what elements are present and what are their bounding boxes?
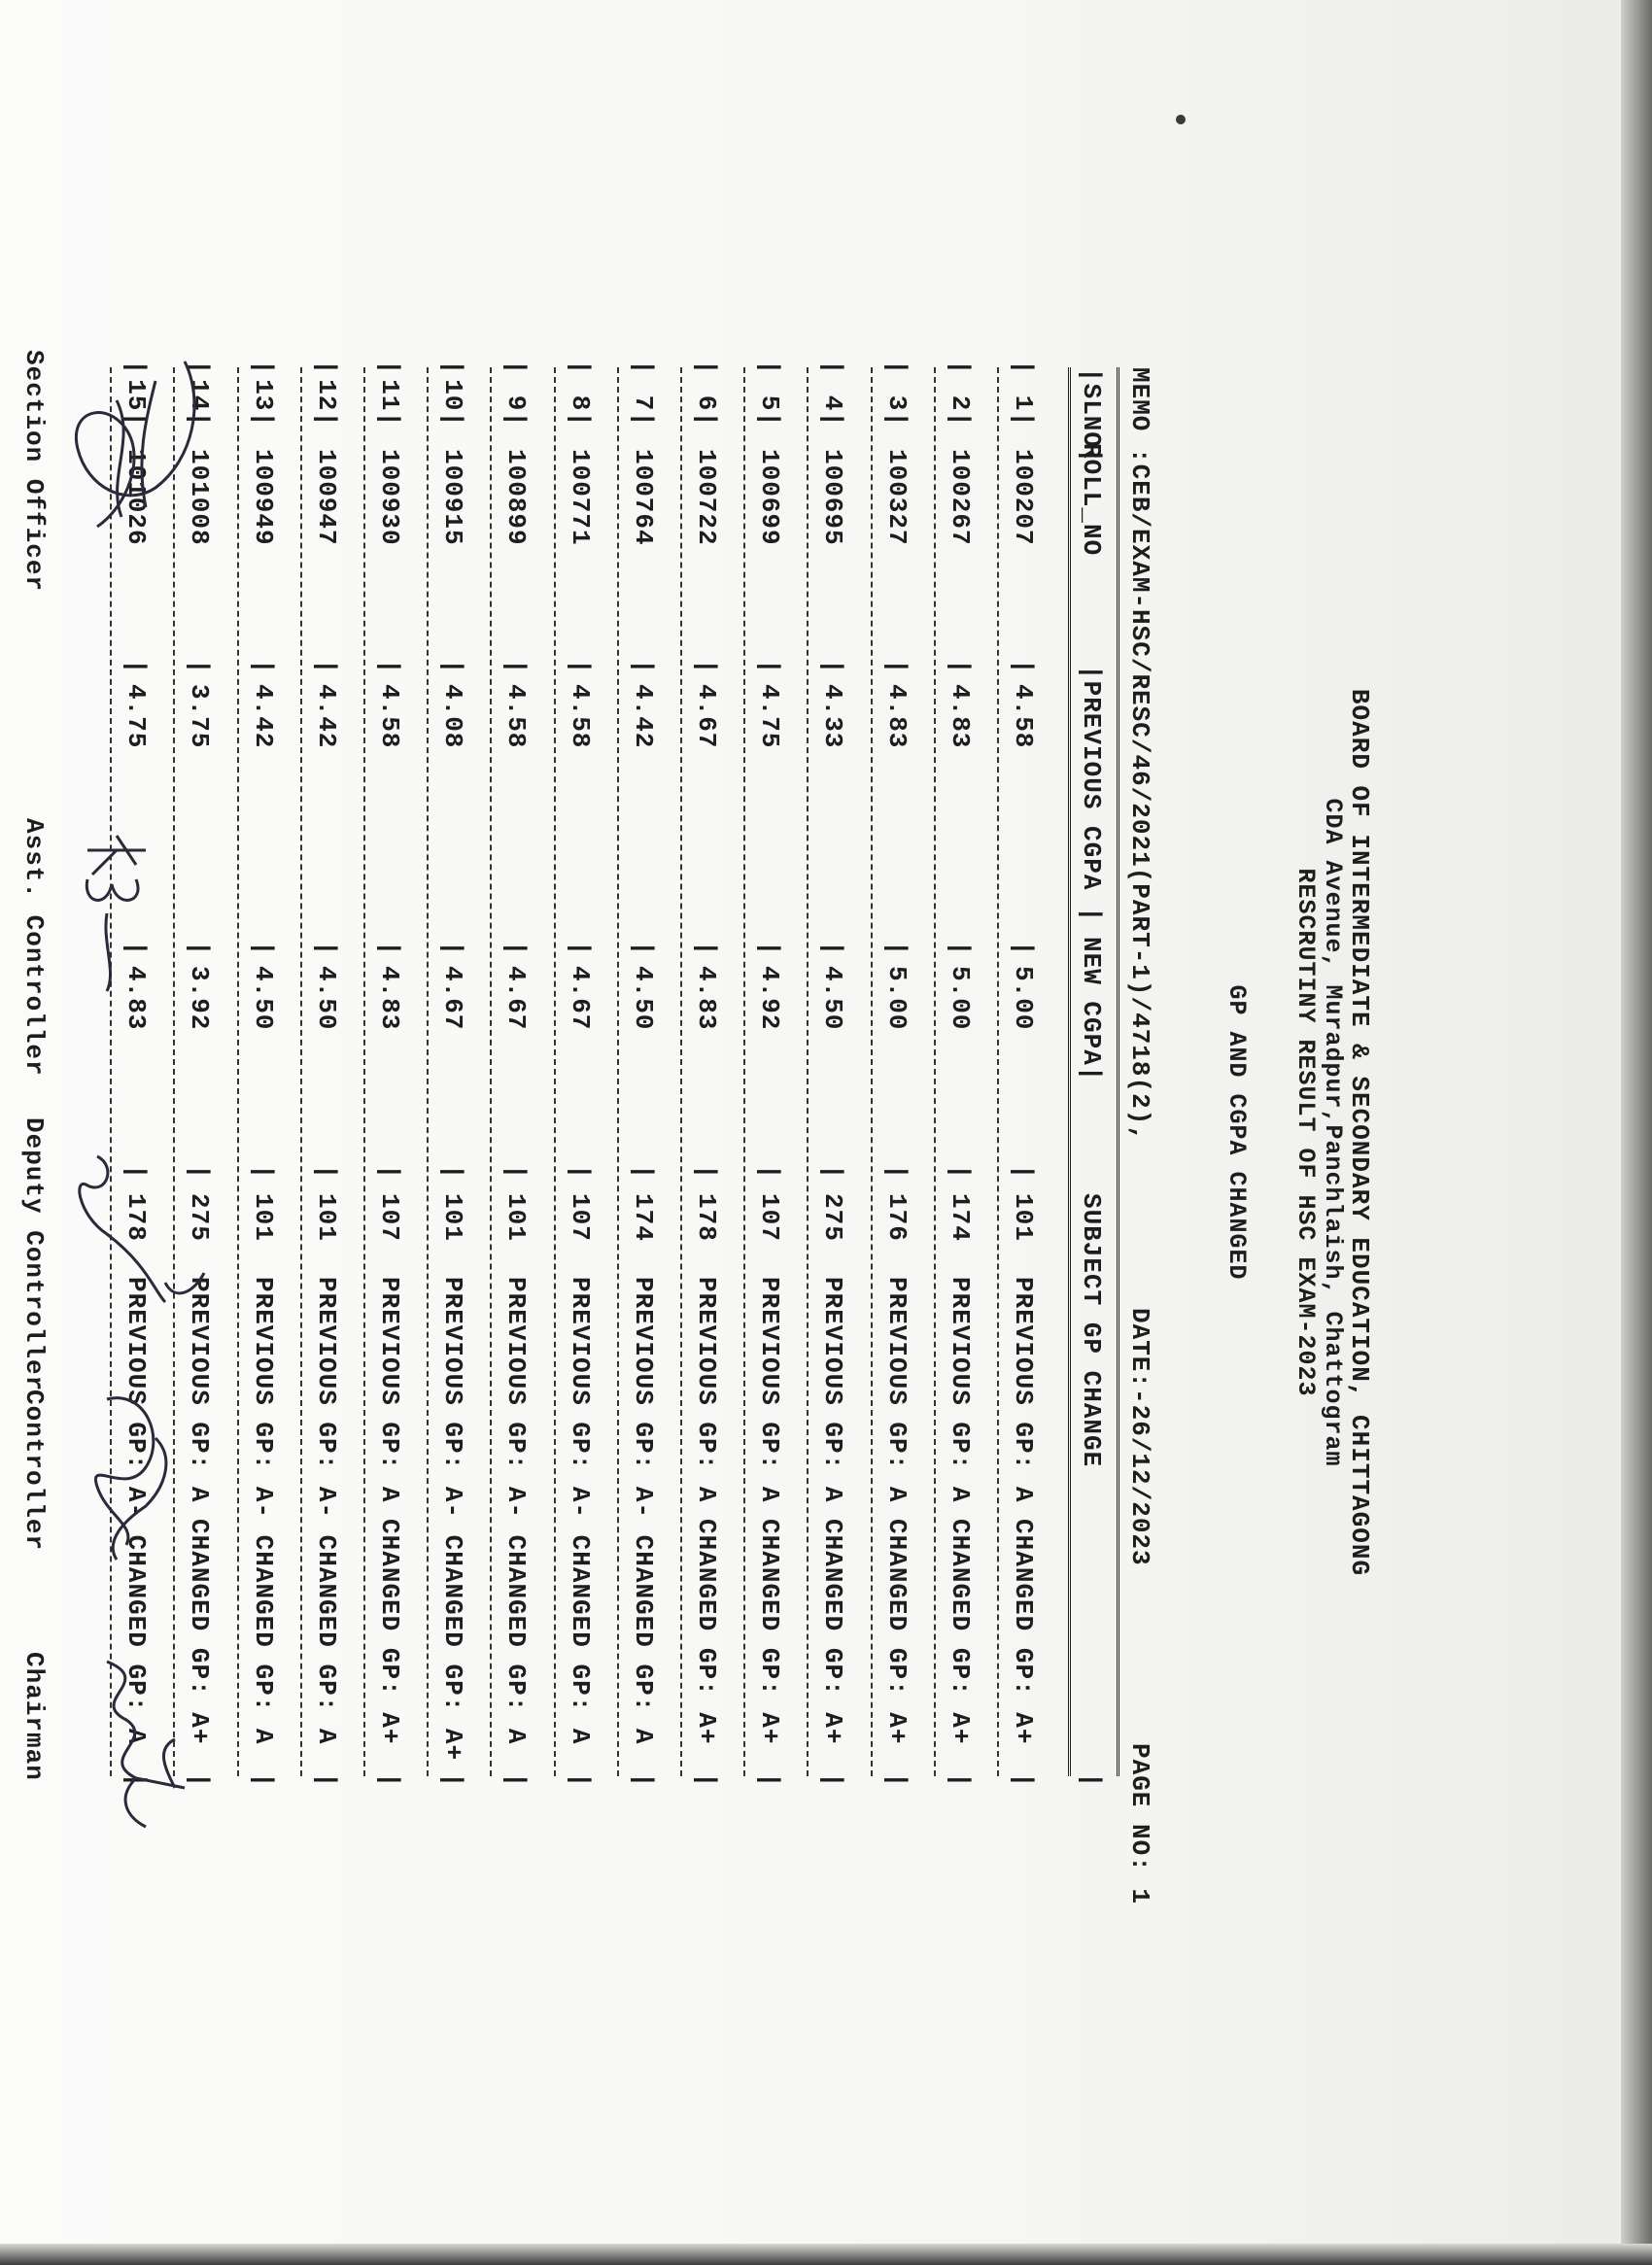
row-bar: | bbox=[755, 360, 784, 376]
row-bar: | bbox=[312, 659, 341, 675]
table-row bbox=[878, 360, 912, 1789]
row-divider bbox=[554, 367, 556, 1776]
row-bar: | bbox=[882, 360, 912, 376]
row-bar: | bbox=[629, 360, 658, 376]
row-bar: | bbox=[882, 941, 912, 957]
row-roll-number: 100764 bbox=[629, 449, 658, 546]
row-bar: | bbox=[692, 659, 721, 675]
row-roll-number: 100695 bbox=[818, 449, 847, 546]
asst-controller-signature bbox=[68, 826, 175, 1001]
row-new-cgpa: 4.67 bbox=[566, 966, 595, 1031]
row-bar: | bbox=[629, 1164, 658, 1181]
row-bar: | bbox=[629, 1772, 658, 1789]
row-bar: | bbox=[818, 360, 847, 376]
row-bar: | bbox=[692, 1772, 721, 1789]
row-previous-cgpa: 4.42 bbox=[249, 684, 278, 749]
row-bar: | bbox=[1009, 1164, 1038, 1181]
row-bar: | bbox=[946, 659, 975, 675]
row-roll-number: 100915 bbox=[438, 449, 467, 546]
memo-number: MEMO :CEB/EXAM-HSC/RESC/46/2021(PART-1)/4718(2), bbox=[1125, 367, 1154, 1142]
header-new-cgpa: NEW CGPA| bbox=[1077, 937, 1106, 1082]
row-bar: | bbox=[566, 941, 595, 957]
row-subject-code: 107 bbox=[375, 1193, 404, 1242]
row-serial-number: 14| bbox=[185, 379, 214, 428]
row-gp-change: PREVIOUS GP: A- CHANGED GP: A bbox=[629, 1277, 658, 1745]
row-new-cgpa: 4.83 bbox=[692, 966, 721, 1031]
board-address: CDA Avenue, Muradpur,Panchlaish, Chattogram bbox=[1319, 798, 1347, 1467]
row-new-cgpa: 4.83 bbox=[375, 966, 404, 1031]
row-serial-number: 12| bbox=[312, 379, 341, 428]
row-divider bbox=[617, 367, 619, 1776]
row-previous-cgpa: 4.58 bbox=[566, 684, 595, 749]
row-bar: | bbox=[185, 659, 214, 675]
row-bar: | bbox=[312, 360, 341, 376]
row-gp-change: PREVIOUS GP: A CHANGED GP: A+ bbox=[692, 1277, 721, 1745]
row-bar: | bbox=[501, 1164, 531, 1181]
row-gp-change: PREVIOUS GP: A CHANGED GP: A+ bbox=[375, 1277, 404, 1745]
row-subject-code: 275 bbox=[185, 1193, 214, 1242]
row-bar: | bbox=[946, 360, 975, 376]
row-bar: | bbox=[438, 360, 467, 376]
row-bar: | bbox=[185, 1164, 214, 1181]
row-gp-change: PREVIOUS GP: A- CHANGED GP: A bbox=[121, 1277, 151, 1745]
row-divider bbox=[237, 367, 239, 1776]
row-previous-cgpa: 4.58 bbox=[375, 684, 404, 749]
table-top-rule bbox=[1117, 367, 1119, 1776]
row-previous-cgpa: 4.75 bbox=[121, 684, 151, 749]
chairman-signature bbox=[49, 1642, 214, 1836]
row-bar: | bbox=[249, 360, 278, 376]
row-previous-cgpa: 4.67 bbox=[692, 684, 721, 749]
row-serial-number: 13| bbox=[249, 379, 278, 428]
row-serial-number: 10| bbox=[438, 379, 467, 428]
row-roll-number: 100207 bbox=[1009, 449, 1038, 546]
row-bar: | bbox=[818, 941, 847, 957]
row-previous-cgpa: 4.83 bbox=[882, 684, 912, 749]
controller-signature bbox=[58, 1380, 204, 1574]
row-gp-change: PREVIOUS GP: A CHANGED GP: A+ bbox=[818, 1277, 847, 1745]
table-row bbox=[562, 360, 595, 1789]
row-bar: | bbox=[312, 1772, 341, 1789]
row-divider bbox=[490, 367, 492, 1776]
row-gp-change: PREVIOUS GP: A- CHANGED GP: A bbox=[249, 1277, 278, 1745]
row-roll-number: 100949 bbox=[249, 449, 278, 546]
row-bar: | bbox=[818, 1772, 847, 1789]
row-roll-number: 100327 bbox=[882, 449, 912, 546]
row-bar: | bbox=[882, 1772, 912, 1789]
row-bar: | bbox=[438, 1164, 467, 1181]
row-new-cgpa: 5.00 bbox=[946, 966, 975, 1031]
row-new-cgpa: 4.67 bbox=[438, 966, 467, 1031]
row-subject-code: 107 bbox=[566, 1193, 595, 1242]
row-bar: | bbox=[1009, 1772, 1038, 1789]
header-end-bar: | bbox=[1077, 1772, 1106, 1789]
row-roll-number: 100722 bbox=[692, 449, 721, 546]
deputy-controller-signature bbox=[58, 1127, 224, 1321]
row-serial-number: 7| bbox=[629, 395, 658, 428]
row-serial-number: 6| bbox=[692, 395, 721, 428]
row-gp-change: PREVIOUS GP: A- CHANGED GP: A bbox=[566, 1277, 595, 1745]
row-bar: | bbox=[185, 941, 214, 957]
row-bar: | bbox=[185, 360, 214, 376]
row-bar: | bbox=[312, 1164, 341, 1181]
row-roll-number: 100699 bbox=[755, 449, 784, 546]
row-bar: | bbox=[249, 941, 278, 957]
row-gp-change: PREVIOUS GP: A CHANGED GP: A+ bbox=[1009, 1277, 1038, 1745]
memo-date: DATE:-26/12/2023 bbox=[1125, 1308, 1154, 1566]
table-row bbox=[498, 360, 531, 1789]
row-bar: | bbox=[438, 941, 467, 957]
table-row bbox=[942, 360, 975, 1789]
row-bar: | bbox=[185, 1772, 214, 1789]
row-serial-number: 15| bbox=[121, 379, 151, 428]
row-bar: | bbox=[249, 1164, 278, 1181]
row-subject-code: 101 bbox=[249, 1193, 278, 1242]
row-bar: | bbox=[249, 1772, 278, 1789]
row-previous-cgpa: 3.75 bbox=[185, 684, 214, 749]
row-new-cgpa: 4.67 bbox=[501, 966, 531, 1031]
row-bar: | bbox=[946, 1164, 975, 1181]
table-row bbox=[245, 360, 278, 1789]
row-bar: | bbox=[438, 1772, 467, 1789]
row-roll-number: 100930 bbox=[375, 449, 404, 546]
header-slno: |SLNO| bbox=[1077, 367, 1106, 464]
row-serial-number: 8| bbox=[566, 395, 595, 428]
row-divider bbox=[363, 367, 365, 1776]
row-new-cgpa: 4.50 bbox=[312, 966, 341, 1031]
deputy-controller-label: Deputy Controller bbox=[19, 1117, 49, 1392]
row-bar: | bbox=[438, 659, 467, 675]
row-divider bbox=[300, 367, 302, 1776]
row-bar: | bbox=[818, 1164, 847, 1181]
row-bar: | bbox=[375, 1164, 404, 1181]
row-divider bbox=[997, 367, 999, 1776]
row-bar: | bbox=[375, 360, 404, 376]
row-bar: | bbox=[1009, 360, 1038, 376]
row-subject-code: 174 bbox=[629, 1193, 658, 1242]
row-bar: | bbox=[566, 360, 595, 376]
row-roll-number: 100947 bbox=[312, 449, 341, 546]
row-subject-code: 174 bbox=[946, 1193, 975, 1242]
board-title: BOARD OF INTERMEDIATE & SECONDARY EDUCATION, CHITTAGONG bbox=[1345, 688, 1374, 1577]
row-bar: | bbox=[375, 1772, 404, 1789]
row-bar: | bbox=[501, 659, 531, 675]
row-bar: | bbox=[121, 1164, 151, 1181]
row-gp-change: PREVIOUS GP: A CHANGED GP: A+ bbox=[946, 1277, 975, 1745]
row-previous-cgpa: 4.75 bbox=[755, 684, 784, 749]
row-bar: | bbox=[375, 941, 404, 957]
row-gp-change: PREVIOUS GP: A CHANGED GP: A+ bbox=[882, 1277, 912, 1745]
result-title: RESCRUTINY RESULT OF HSC EXAM-2023 bbox=[1291, 868, 1320, 1397]
row-divider bbox=[743, 367, 745, 1776]
row-roll-number: 101008 bbox=[185, 449, 214, 546]
row-new-cgpa: 4.50 bbox=[249, 966, 278, 1031]
row-previous-cgpa: 4.42 bbox=[629, 684, 658, 749]
row-subject-code: 101 bbox=[501, 1193, 531, 1242]
row-bar: | bbox=[946, 941, 975, 957]
row-bar: | bbox=[692, 360, 721, 376]
row-previous-cgpa: 4.83 bbox=[946, 684, 975, 749]
table-row bbox=[688, 360, 721, 1789]
row-bar: | bbox=[501, 360, 531, 376]
table-row bbox=[371, 360, 404, 1789]
row-roll-number: 100267 bbox=[946, 449, 975, 546]
row-bar: | bbox=[755, 1164, 784, 1181]
row-bar: | bbox=[692, 941, 721, 957]
table-row bbox=[751, 360, 784, 1789]
row-gp-change: PREVIOUS GP: A- CHANGED GP: A bbox=[312, 1277, 341, 1745]
table-row bbox=[814, 360, 847, 1789]
row-bar: | bbox=[566, 1164, 595, 1181]
row-previous-cgpa: 4.58 bbox=[1009, 684, 1038, 749]
row-bar: | bbox=[375, 659, 404, 675]
table-row bbox=[434, 360, 467, 1789]
row-bar: | bbox=[501, 941, 531, 957]
row-subject-code: 101 bbox=[1009, 1193, 1038, 1242]
table-row bbox=[308, 360, 341, 1789]
row-new-cgpa: 5.00 bbox=[882, 966, 912, 1031]
row-serial-number: 4| bbox=[818, 395, 847, 428]
row-previous-cgpa: 4.33 bbox=[818, 684, 847, 749]
row-subject-code: 107 bbox=[755, 1193, 784, 1242]
row-subject-code: 176 bbox=[882, 1193, 912, 1242]
row-new-cgpa: 4.92 bbox=[755, 966, 784, 1031]
row-bar: | bbox=[121, 659, 151, 675]
row-roll-number: 100771 bbox=[566, 449, 595, 546]
row-new-cgpa: 4.50 bbox=[629, 966, 658, 1031]
chairman-label: Chairman bbox=[19, 1652, 49, 1781]
page-number: PAGE NO: 1 bbox=[1125, 1743, 1154, 1905]
row-bar: | bbox=[882, 659, 912, 675]
row-serial-number: 11| bbox=[375, 379, 404, 428]
table-header-rule bbox=[1068, 367, 1071, 1776]
table-header bbox=[1075, 367, 1106, 1789]
row-subject-code: 275 bbox=[818, 1193, 847, 1242]
row-serial-number: 2| bbox=[946, 395, 975, 428]
asst-controller-label: Asst. Controller bbox=[19, 818, 49, 1077]
row-serial-number: 5| bbox=[755, 395, 784, 428]
row-bar: | bbox=[1009, 659, 1038, 675]
row-bar: | bbox=[692, 1164, 721, 1181]
row-bar: | bbox=[629, 941, 658, 957]
header-roll: ROLL_NO bbox=[1077, 443, 1106, 557]
row-divider bbox=[680, 367, 682, 1776]
row-bar: | bbox=[566, 1772, 595, 1789]
row-bar: | bbox=[121, 360, 151, 376]
row-previous-cgpa: 4.08 bbox=[438, 684, 467, 749]
row-new-cgpa: 4.50 bbox=[818, 966, 847, 1031]
row-bar: | bbox=[312, 941, 341, 957]
row-divider bbox=[427, 367, 429, 1776]
row-serial-number: 9| bbox=[501, 395, 531, 428]
header-previous-cgpa: |PREVIOUS CGPA | bbox=[1077, 665, 1106, 923]
row-serial-number: 3| bbox=[882, 395, 912, 428]
row-bar: | bbox=[566, 659, 595, 675]
row-bar: | bbox=[501, 1772, 531, 1789]
section-officer-label: Section Officer bbox=[19, 350, 49, 593]
row-bar: | bbox=[755, 659, 784, 675]
header-subject-change: SUBJECT GP CHANGE bbox=[1077, 1193, 1106, 1468]
section-officer-signature bbox=[58, 342, 214, 556]
table-row bbox=[1005, 360, 1038, 1789]
row-previous-cgpa: 4.58 bbox=[501, 684, 531, 749]
row-divider bbox=[934, 367, 936, 1776]
row-bar: | bbox=[629, 659, 658, 675]
row-gp-change: PREVIOUS GP: A CHANGED GP: A+ bbox=[755, 1277, 784, 1745]
row-divider bbox=[871, 367, 873, 1776]
row-previous-cgpa: 4.42 bbox=[312, 684, 341, 749]
row-bar: | bbox=[946, 1772, 975, 1789]
row-new-cgpa: 3.92 bbox=[185, 966, 214, 1031]
row-new-cgpa: 5.00 bbox=[1009, 966, 1038, 1031]
row-roll-number: 101026 bbox=[121, 449, 151, 546]
row-bar: | bbox=[249, 659, 278, 675]
row-subject-code: 178 bbox=[692, 1193, 721, 1242]
row-gp-change: PREVIOUS GP: A- CHANGED GP: A+ bbox=[438, 1277, 467, 1762]
table-row bbox=[625, 360, 658, 1789]
row-divider bbox=[807, 367, 809, 1776]
row-roll-number: 100899 bbox=[501, 449, 531, 546]
row-new-cgpa: 4.83 bbox=[121, 966, 151, 1031]
row-bar: | bbox=[121, 941, 151, 957]
row-gp-change: PREVIOUS GP: A- CHANGED GP: A bbox=[501, 1277, 531, 1745]
row-subject-code: 101 bbox=[438, 1193, 467, 1242]
controller-label: Controller bbox=[19, 1390, 49, 1552]
row-serial-number: 1| bbox=[1009, 395, 1038, 428]
row-bar: | bbox=[1009, 941, 1038, 957]
row-bar: | bbox=[755, 941, 784, 957]
row-bar: | bbox=[755, 1772, 784, 1789]
row-subject-code: 101 bbox=[312, 1193, 341, 1242]
row-bar: | bbox=[818, 659, 847, 675]
sub-title: GP AND CGPA CHANGED bbox=[1222, 984, 1251, 1281]
row-gp-change: PREVIOUS GP: A CHANGED GP: A+ bbox=[185, 1277, 214, 1745]
row-bar: | bbox=[882, 1164, 912, 1181]
row-subject-code: 178 bbox=[121, 1193, 151, 1242]
row-bar: | bbox=[121, 1772, 151, 1789]
